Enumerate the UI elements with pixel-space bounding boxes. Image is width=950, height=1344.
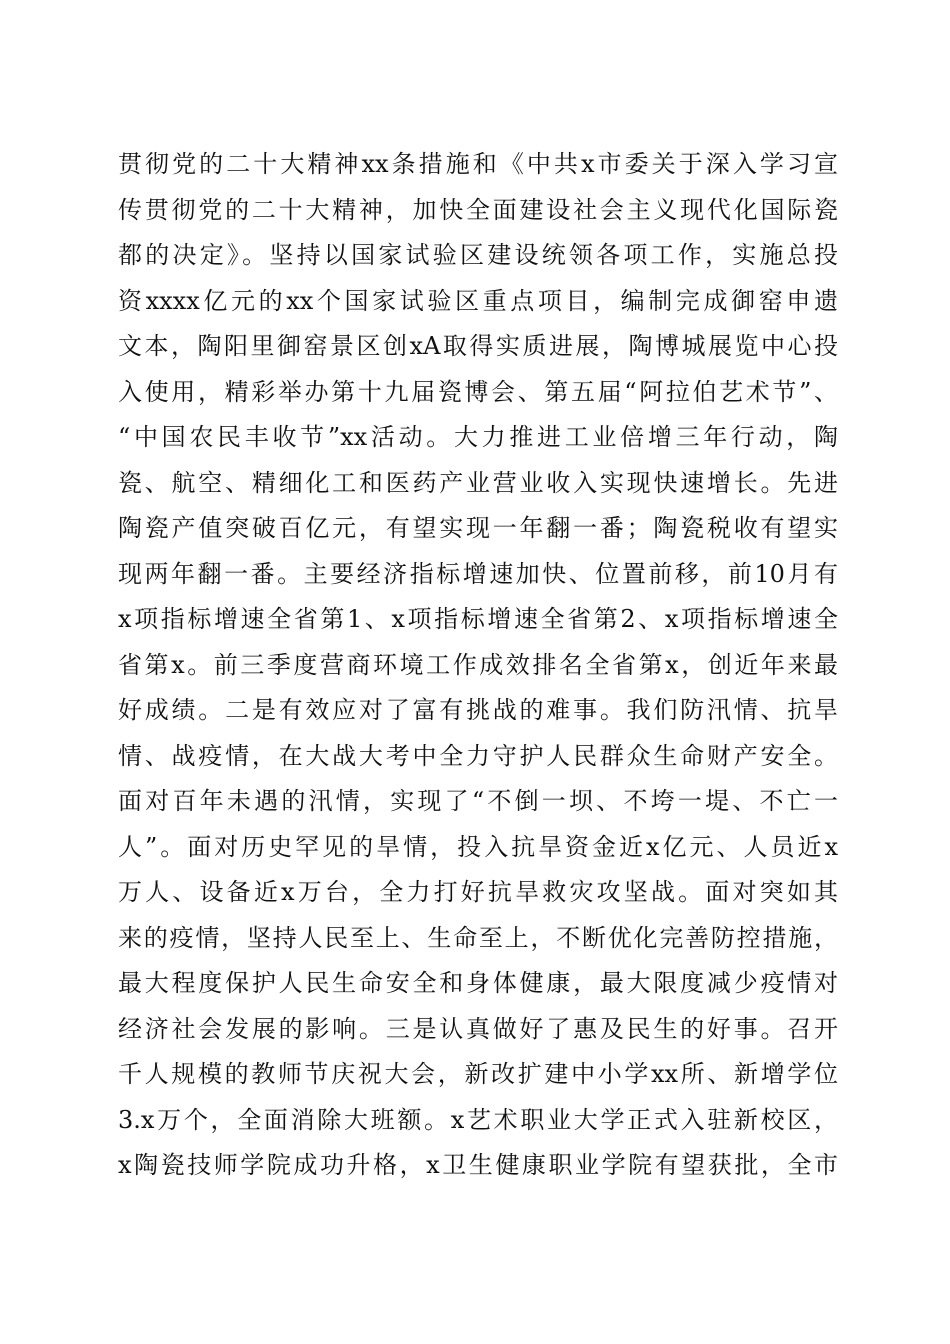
text-line: 好成绩。二是有效应对了富有挑战的难事。我们防汛情、抗旱: [118, 696, 838, 724]
text-line: 瓷、航空、精细化工和医药产业营业收入实现快速增长。先进: [118, 468, 838, 497]
text-line: 来的疫情，坚持人民至上、生命至上，不断优化完善防控措施，: [118, 923, 838, 952]
text-line: 陶瓷产值突破百亿元，有望实现一年翻一番；陶瓷税收有望实: [118, 514, 838, 542]
text-line: 省第x。前三季度营商环境工作成效排名全省第x，创近年来最: [118, 650, 838, 679]
body-text: [118, 142, 838, 1189]
text-line: 都的决定》。坚持以国家试验区建设统领各项工作，实施总投: [118, 241, 838, 269]
text-line: 面对百年未遇的汛情，实现了“不倒一坝、不垮一堤、不亡一: [118, 787, 838, 815]
text-line: 文本，陶阳里御窑景区创xA取得实质进展，陶博城展览中心投: [118, 332, 838, 360]
text-line: x陶瓷技师学院成功升格，x卫生健康职业学院有望获批，全市: [118, 1151, 838, 1179]
text-line: 3.x万个，全面消除大班额。x艺术职业大学正式入驻新校区，: [118, 1105, 838, 1134]
text-line: 人”。面对历史罕见的旱情，投入抗旱资金近x亿元、人员近x: [118, 832, 838, 861]
text-line: 最大程度保护人民生命安全和身体健康，最大限度减少疫情对: [118, 969, 838, 997]
text-line: 贯彻党的二十大精神xx条措施和《中共x市委关于深入学习宣: [118, 150, 838, 178]
text-line: 情、战疫情，在大战大考中全力守护人民群众生命财产安全。: [118, 741, 838, 770]
text-line: 千人规模的教师节庆祝大会，新改扩建中小学xx所、新增学位: [118, 1060, 838, 1088]
text-line: 传贯彻党的二十大精神，加快全面建设社会主义现代化国际瓷: [118, 195, 838, 224]
text-line: x项指标增速全省第1、x项指标增速全省第2、x项指标增速全: [118, 605, 838, 633]
text-line: 现两年翻一番。主要经济指标增速加快、位置前移，前10月有: [118, 559, 838, 588]
text-line: 经济社会发展的影响。三是认真做好了惠及民生的好事。召开: [118, 1014, 838, 1043]
text-line: “中国农民丰收节”xx活动。大力推进工业倍增三年行动，陶: [118, 423, 838, 451]
text-line: 入使用，精彩举办第十九届瓷博会、第五届“阿拉伯艺术节”、: [118, 377, 838, 406]
text-line: 万人、设备近x万台，全力打好抗旱救灾攻坚战。面对突如其: [118, 878, 838, 906]
text-line: 资xxxx亿元的xx个国家试验区重点项目，编制完成御窑申遗: [118, 286, 838, 315]
